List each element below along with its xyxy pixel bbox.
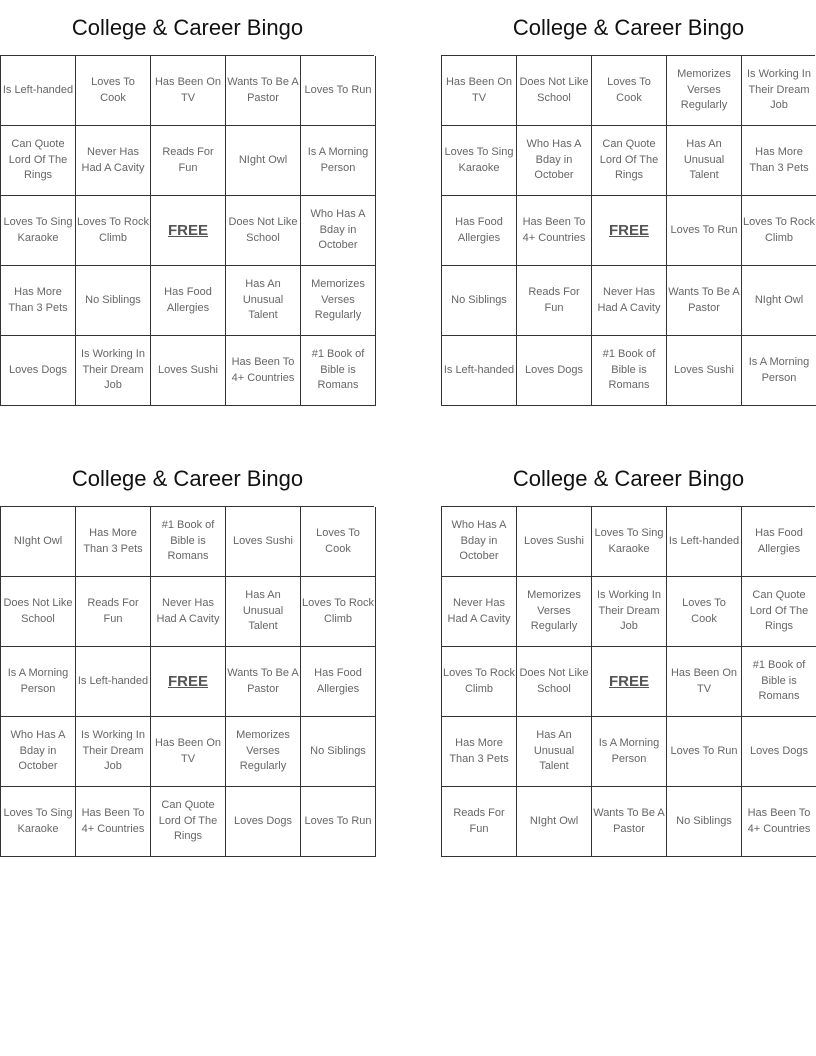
bingo-cell: Is A Morning Person xyxy=(742,336,816,406)
bingo-cell: Who Has A Bday in October xyxy=(301,196,376,266)
bingo-cell: Has Been To 4+ Countries xyxy=(226,336,301,406)
free-space-cell: FREE xyxy=(151,196,226,266)
bingo-cell: No Siblings xyxy=(301,717,376,787)
bingo-cell: Loves To Cook xyxy=(667,577,742,647)
bingo-cell: Loves To Run xyxy=(301,787,376,857)
bingo-cell: Loves To Run xyxy=(301,56,376,126)
bingo-cell: Loves To Run xyxy=(667,717,742,787)
bingo-cell: Memorizes Verses Regularly xyxy=(517,577,592,647)
bingo-cell: Is Left-handed xyxy=(1,56,76,126)
bingo-cell: Reads For Fun xyxy=(517,266,592,336)
bingo-cell: NIght Owl xyxy=(742,266,816,336)
bingo-cell: Never Has Had A Cavity xyxy=(76,126,151,196)
bingo-cell: Loves Sushi xyxy=(517,507,592,577)
bingo-card xyxy=(441,0,816,406)
free-space-cell: FREE xyxy=(592,196,667,266)
bingo-card xyxy=(0,451,375,857)
bingo-cell: Reads For Fun xyxy=(151,126,226,196)
bingo-cell: Has Food Allergies xyxy=(301,647,376,717)
bingo-card xyxy=(441,451,816,857)
bingo-cell: Has Been To 4+ Countries xyxy=(76,787,151,857)
bingo-cell: Has Been To 4+ Countries xyxy=(742,787,816,857)
bingo-cell: #1 Book of Bible is Romans xyxy=(742,647,816,717)
bingo-cell: Loves To Sing Karaoke xyxy=(1,787,76,857)
bingo-cell: Wants To Be A Pastor xyxy=(226,56,301,126)
free-space-cell: FREE xyxy=(151,647,226,717)
bingo-cell: Has Been On TV xyxy=(667,647,742,717)
bingo-card xyxy=(0,0,375,406)
bingo-cell: Is Working In Their Dream Job xyxy=(592,577,667,647)
bingo-cell: Never Has Had A Cavity xyxy=(442,577,517,647)
card-title: College & Career Bingo xyxy=(512,465,745,491)
bingo-cell: Has An Unusual Talent xyxy=(517,717,592,787)
bingo-cell: Memorizes Verses Regularly xyxy=(301,266,376,336)
bingo-cell: Reads For Fun xyxy=(442,787,517,857)
bingo-cell: Loves To Cook xyxy=(301,507,376,577)
bingo-cell: Has An Unusual Talent xyxy=(667,126,742,196)
bingo-cell: Has Food Allergies xyxy=(442,196,517,266)
bingo-cell: Has Been On TV xyxy=(442,56,517,126)
bingo-cell: Wants To Be A Pastor xyxy=(667,266,742,336)
bingo-cell: Is Left-handed xyxy=(76,647,151,717)
bingo-cell: Is A Morning Person xyxy=(301,126,376,196)
bingo-cell: Has Food Allergies xyxy=(151,266,226,336)
bingo-cell: Wants To Be A Pastor xyxy=(592,787,667,857)
bingo-cell: Loves To Cook xyxy=(76,56,151,126)
bingo-cell: Does Not Like School xyxy=(1,577,76,647)
bingo-cell: Can Quote Lord Of The Rings xyxy=(151,787,226,857)
bingo-cell: Can Quote Lord Of The Rings xyxy=(592,126,667,196)
bingo-cell: Has Been On TV xyxy=(151,56,226,126)
card-title: College & Career Bingo xyxy=(71,465,304,491)
bingo-grid xyxy=(0,506,374,857)
bingo-cell: Loves Dogs xyxy=(742,717,816,787)
bingo-cell: Is Working In Their Dream Job xyxy=(76,336,151,406)
card-title: College & Career Bingo xyxy=(512,14,745,40)
bingo-cell: Can Quote Lord Of The Rings xyxy=(742,577,816,647)
bingo-cell: NIght Owl xyxy=(1,507,76,577)
bingo-cell: Never Has Had A Cavity xyxy=(592,266,667,336)
bingo-cell: Loves To Rock Climb xyxy=(301,577,376,647)
bingo-cell: Loves Sushi xyxy=(226,507,301,577)
bingo-cell: Does Not Like School xyxy=(517,56,592,126)
bingo-cell: Has Been To 4+ Countries xyxy=(517,196,592,266)
bingo-cell: Has More Than 3 Pets xyxy=(742,126,816,196)
bingo-cell: Who Has A Bday in October xyxy=(517,126,592,196)
bingo-cell: No Siblings xyxy=(76,266,151,336)
bingo-grid xyxy=(441,55,815,406)
bingo-cell: Loves Sushi xyxy=(151,336,226,406)
bingo-cell: No Siblings xyxy=(442,266,517,336)
bingo-cell: Who Has A Bday in October xyxy=(442,507,517,577)
bingo-cell: Memorizes Verses Regularly xyxy=(667,56,742,126)
bingo-cell: Never Has Had A Cavity xyxy=(151,577,226,647)
bingo-cell: Is Left-handed xyxy=(442,336,517,406)
bingo-cell: Wants To Be A Pastor xyxy=(226,647,301,717)
bingo-cell: Has An Unusual Talent xyxy=(226,577,301,647)
bingo-cell: Loves To Rock Climb xyxy=(442,647,517,717)
bingo-cell: Does Not Like School xyxy=(517,647,592,717)
bingo-cell: Has Food Allergies xyxy=(742,507,816,577)
bingo-cell: Loves To Sing Karaoke xyxy=(1,196,76,266)
free-space-cell: FREE xyxy=(592,647,667,717)
bingo-cell: Loves Sushi xyxy=(667,336,742,406)
bingo-cell: Has An Unusual Talent xyxy=(226,266,301,336)
bingo-cell: Can Quote Lord Of The Rings xyxy=(1,126,76,196)
bingo-cell: Memorizes Verses Regularly xyxy=(226,717,301,787)
bingo-cell: Reads For Fun xyxy=(76,577,151,647)
bingo-cell: Loves To Sing Karaoke xyxy=(442,126,517,196)
bingo-cell: Is A Morning Person xyxy=(592,717,667,787)
bingo-cell: Loves To Sing Karaoke xyxy=(592,507,667,577)
card-title: College & Career Bingo xyxy=(71,14,304,40)
bingo-grid xyxy=(441,506,815,857)
bingo-cell: Loves Dogs xyxy=(517,336,592,406)
bingo-cell: #1 Book of Bible is Romans xyxy=(592,336,667,406)
bingo-grid xyxy=(0,55,374,406)
bingo-cell: Loves To Cook xyxy=(592,56,667,126)
bingo-cell: Is A Morning Person xyxy=(1,647,76,717)
bingo-cell: Loves Dogs xyxy=(1,336,76,406)
bingo-cell: #1 Book of Bible is Romans xyxy=(151,507,226,577)
bingo-cell: Has Been On TV xyxy=(151,717,226,787)
bingo-cell: Is Working In Their Dream Job xyxy=(742,56,816,126)
bingo-cell: Has More Than 3 Pets xyxy=(1,266,76,336)
bingo-cell: Is Working In Their Dream Job xyxy=(76,717,151,787)
bingo-cell: Loves To Rock Climb xyxy=(76,196,151,266)
bingo-cell: Loves To Rock Climb xyxy=(742,196,816,266)
bingo-cell: No Siblings xyxy=(667,787,742,857)
bingo-cell: #1 Book of Bible is Romans xyxy=(301,336,376,406)
bingo-cell: Loves To Run xyxy=(667,196,742,266)
bingo-cell: NIght Owl xyxy=(226,126,301,196)
bingo-cell: NIght Owl xyxy=(517,787,592,857)
bingo-cell: Is Left-handed xyxy=(667,507,742,577)
bingo-cell: Loves Dogs xyxy=(226,787,301,857)
bingo-cell: Who Has A Bday in October xyxy=(1,717,76,787)
bingo-cell: Has More Than 3 Pets xyxy=(76,507,151,577)
bingo-cell: Has More Than 3 Pets xyxy=(442,717,517,787)
bingo-cell: Does Not Like School xyxy=(226,196,301,266)
